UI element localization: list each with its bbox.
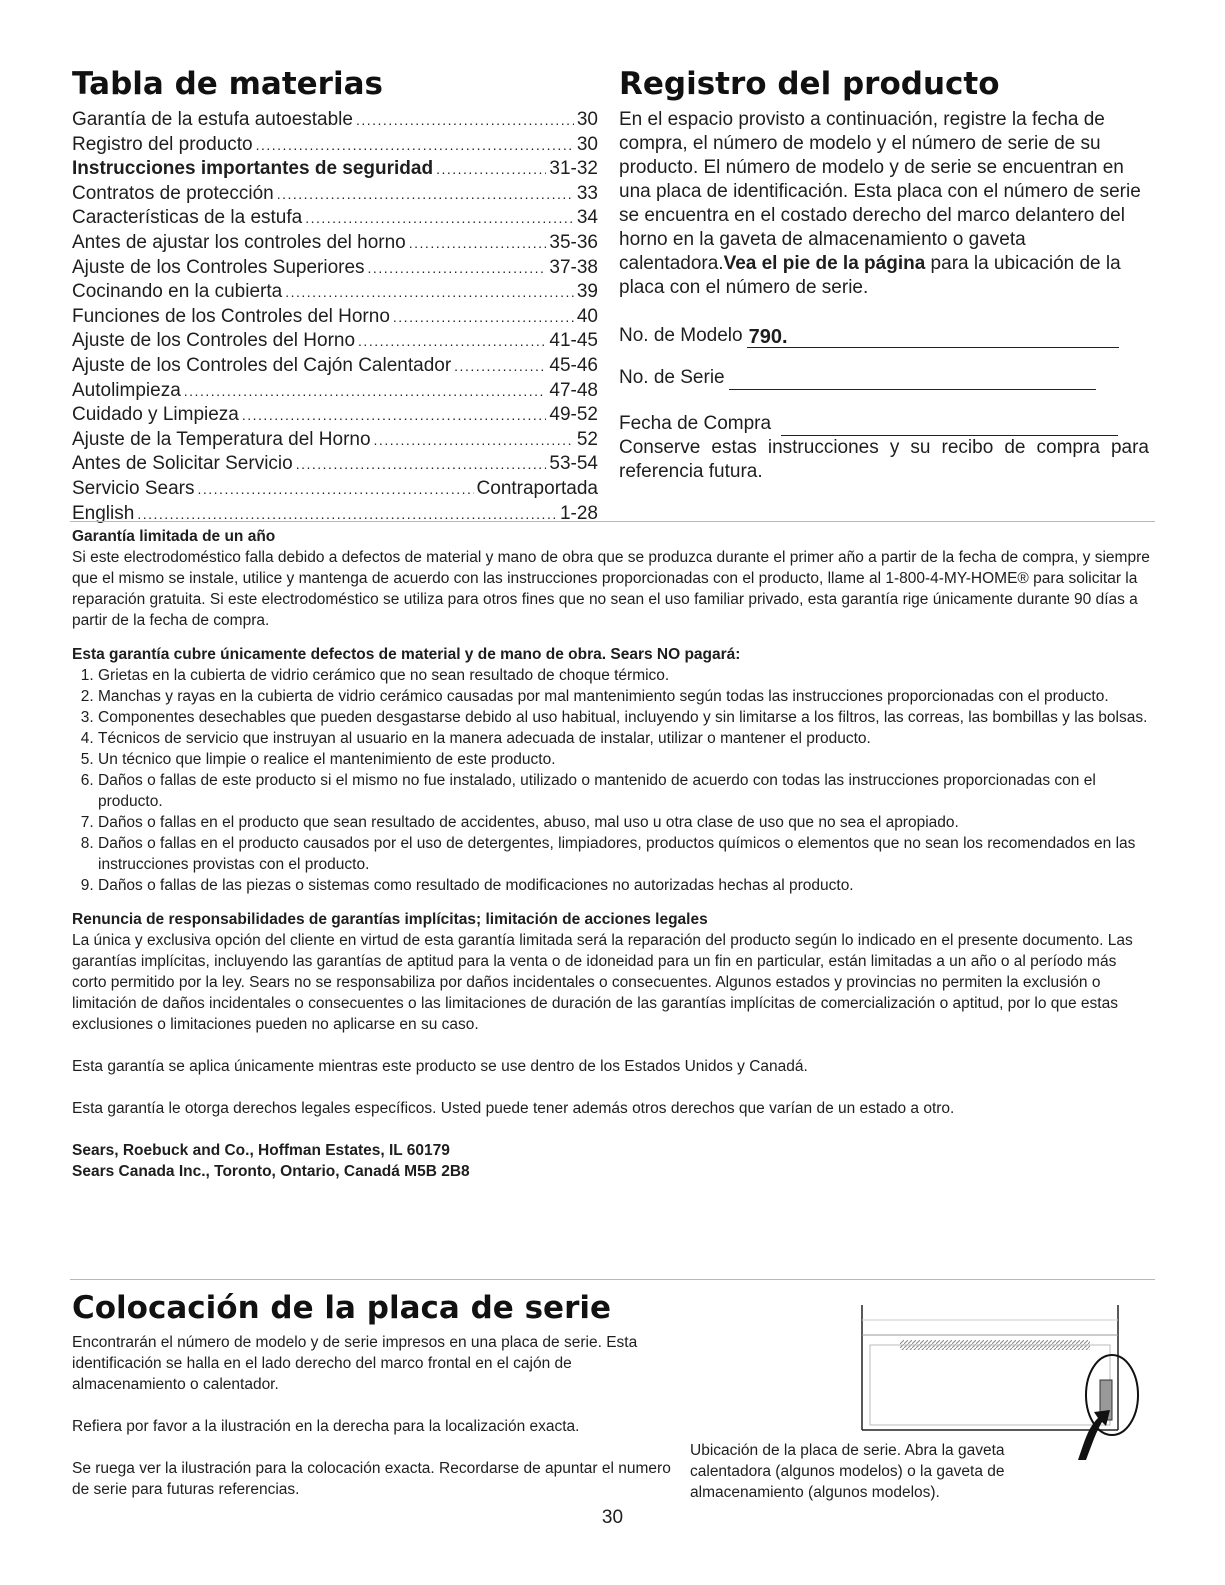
toc-entry-page: 30 — [576, 133, 598, 155]
toc-entry-page: 40 — [576, 305, 598, 327]
registro-intro — [619, 108, 1149, 300]
toc-entry — [72, 133, 598, 158]
toc-leader-dots — [374, 429, 574, 453]
toc-leader-dots — [393, 306, 574, 330]
toc-entry-label: Registro del producto — [72, 133, 253, 155]
toc-entry-label: Instrucciones importantes de seguridad — [72, 158, 434, 180]
address-sears-canada: Sears Canada Inc., Toronto, Ontario, Canadá M5B 2B8 — [72, 1163, 470, 1180]
toc-entry-label: Cuidado y Limpieza — [72, 404, 239, 426]
toc-entry-page: 1-28 — [559, 502, 598, 524]
address-sears-us: Sears, Roebuck and Co., Hoffman Estates, IL 60179 — [72, 1142, 450, 1159]
toc-entry-page: 31-32 — [549, 158, 598, 180]
serial-label: No. de Serie — [619, 367, 725, 388]
exclusion-item: 5. Un técnico que limpie o realice el mantenimiento de este producto. — [98, 749, 1154, 770]
toc-entry — [72, 206, 598, 231]
toc-entry-page: 33 — [576, 182, 598, 204]
keep-note: Conserve estas instrucciones y su recibo de compra para referencia futura. — [619, 437, 1149, 482]
toc-leader-dots — [198, 478, 474, 502]
toc-title: Tabla de materias — [72, 66, 383, 102]
toc-entry — [72, 280, 598, 305]
toc-entry-label: Ajuste de los Controles Superiores — [72, 256, 365, 278]
date-field — [619, 410, 1149, 436]
exclusion-item: 3. Componentes desechables que pueden desgastarse debido al uso habitual, incluyendo y sin limitarse a los filtros, las correas, las bombillas y las bolsas. — [98, 707, 1154, 728]
toc-entry-label: Cocinando en la cubierta — [72, 281, 283, 303]
rights-text: Esta garantía le otorga derechos legales específicos. Usted puede tener además otros derechos que varían de un estado a otro. — [72, 1100, 955, 1117]
toc-entry — [72, 379, 598, 404]
covers-heading: Esta garantía cubre únicamente defectos de material y de mano de obra. Sears NO pagará: — [72, 646, 741, 663]
toc-leader-dots — [436, 158, 546, 182]
toc-entry — [72, 157, 598, 182]
toc-entry-page: 30 — [576, 109, 598, 130]
toc-leader-dots — [242, 404, 547, 428]
toc-entry-page: 49-52 — [549, 404, 598, 426]
toc-list — [72, 108, 598, 526]
applies-text: Esta garantía se aplica únicamente mientras este producto se use dentro de los Estados Unidos y Canadá. — [72, 1058, 808, 1075]
toc-leader-dots — [358, 330, 546, 354]
toc-entry — [72, 452, 598, 477]
toc-entry-label: Antes de ajustar los controles del horno — [72, 231, 406, 253]
toc-leader-dots — [137, 503, 557, 527]
model-input[interactable]: 790. — [747, 325, 1119, 348]
toc-entry-label: Antes de Solicitar Servicio — [72, 453, 293, 475]
registro-title: Registro del producto — [619, 66, 1000, 102]
exclusion-item: 8. Daños o fallas en el producto causados por el uso de detergentes, limpiadores, productos químicos o elementos que no sean los recomendados en las instrucciones provistas con el producto. — [98, 833, 1154, 875]
disclaimer-text: La única y exclusiva opción del cliente en virtud de esta garantía limitada será la reparación del producto según lo indicado en el presente documento. Las garantías implícitas, incluyendo las garantías de aptitud para la venta o de idoneidad para un fin en particular, están limitadas a un año o al período más corto permitido por la ley. Sears no se responsabiliza por daños incidentales o consecuentes. Algunos estados y provincias no permiten la exclusión o limitación de daños incidentales o consecuentes o las limitaciones de duración de las garantías implícitas de comercialización o aptitud, por lo que estas exclusiones o limitaciones pueden no aplicarse en su caso. — [72, 932, 1133, 1033]
toc-entry-label: Garantía de la estufa autoestable — [72, 109, 353, 130]
toc-leader-dots — [285, 281, 574, 305]
exclusion-item: 9. Daños o fallas de las piezas o sistemas como resultado de modificaciones no autorizadas hechas al producto. — [98, 875, 1154, 896]
colocacion-text — [72, 1332, 672, 1500]
toc-entry-page: Contraportada — [476, 477, 598, 499]
serial-input[interactable] — [729, 367, 1096, 390]
toc-entry — [72, 403, 598, 428]
toc-entry — [72, 329, 598, 354]
toc-entry-page: 41-45 — [549, 330, 598, 352]
warranty-section — [72, 526, 1154, 1182]
illustration-caption: Ubicación de la placa de serie. Abra la gaveta calentadora (algunos modelos) o la gaveta de almacenamiento (algunos modelos). — [690, 1442, 1005, 1501]
toc-entry — [72, 108, 598, 133]
exclusion-item: 2. Manchas y rayas en la cubierta de vidrio cerámico causadas por mal mantenimiento según todas las instrucciones proporcionadas con el producto. — [98, 686, 1154, 707]
registro-intro-bold: Vea el pie de la página — [723, 253, 926, 274]
toc-leader-dots — [409, 232, 547, 256]
toc-leader-dots — [356, 109, 574, 133]
serial-plate-illustration — [860, 1300, 1150, 1460]
toc-entry-label: Autolimpieza — [72, 379, 181, 401]
toc-entry — [72, 477, 598, 502]
toc-leader-dots — [256, 134, 574, 158]
toc-entry-label: Ajuste de los Controles del Cajón Calentador — [72, 354, 452, 376]
date-label: Fecha de Compra — [619, 413, 772, 434]
colocacion-title: Colocación de la placa de serie — [72, 1290, 612, 1326]
toc-entry-page: 45-46 — [549, 354, 598, 376]
warranty-heading: Garantía limitada de un año — [72, 528, 276, 545]
toc-entry-page: 35-36 — [549, 231, 598, 253]
toc-entry-label: Características de la estufa — [72, 207, 303, 229]
toc-entry-label: Ajuste de los Controles del Horno — [72, 330, 356, 352]
colocacion-p3: Se ruega ver la ilustración para la colocación exacta. Recordarse de apuntar el numero de serie para futuras referencias. — [72, 1460, 671, 1498]
colocacion-p2: Refiera por favor a la ilustración en la derecha para la localización exacta. — [72, 1418, 580, 1435]
toc-entry — [72, 231, 598, 256]
toc-leader-dots — [184, 380, 547, 404]
date-input[interactable] — [781, 413, 1118, 436]
toc-entry-page: 52 — [576, 428, 598, 450]
toc-leader-dots — [454, 355, 546, 379]
toc-entry-label: Servicio Sears — [72, 477, 195, 499]
exclusion-item: 1. Grietas en la cubierta de vidrio cerámico que no sean resultado de choque térmico. — [98, 665, 1154, 686]
toc-entry — [72, 502, 598, 527]
toc-entry — [72, 428, 598, 453]
toc-entry — [72, 354, 598, 379]
toc-entry-page: 34 — [576, 207, 598, 229]
exclusion-item: 4. Técnicos de servicio que instruyan al usuario en la manera adecuada de instalar, utilizar o mantener el producto. — [98, 728, 1154, 749]
toc-entry — [72, 182, 598, 207]
exclusions-list — [72, 665, 1154, 896]
toc-entry-page: 47-48 — [549, 379, 598, 401]
toc-entry-page: 37-38 — [549, 256, 598, 278]
toc-leader-dots — [296, 453, 547, 477]
registro-section — [619, 108, 1149, 484]
toc-leader-dots — [368, 257, 547, 281]
exclusion-item: 6. Daños o fallas de este producto si el mismo no fue instalado, utilizado o mantenido de acuerdo con todas las instrucciones proporcionadas con el producto. — [98, 770, 1154, 812]
toc-leader-dots — [305, 207, 574, 231]
toc-entry-label: Funciones de los Controles del Horno — [72, 305, 390, 327]
model-label: No. de Modelo — [619, 325, 743, 346]
colocacion-p1: Encontrarán el número de modelo y de serie impresos en una placa de serie. Esta identificación se halla en el lado derecho del marco frontal en el cajón de almacenamiento o calentador. — [72, 1334, 638, 1393]
toc-entry-label: Contratos de protección — [72, 182, 274, 204]
page-number: 30 — [601, 1507, 624, 1528]
toc-entry-label: Ajuste de la Temperatura del Horno — [72, 428, 371, 450]
registro-intro-text: En el espacio provisto a continuación, registre la fecha de compra, el número de modelo y el número de serie de su producto. El número de modelo y de serie se encuentran en una placa de identificación. Esta placa con el número de serie se encuentra en el costado derecho del marco delantero del horno en la gaveta de almacenamiento o gaveta calentadora. — [619, 109, 1141, 274]
toc-leader-dots — [277, 183, 574, 207]
exclusion-item: 7. Daños o fallas en el producto que sean resultado de accidentes, abuso, mal uso u otra clase de uso que no sea el apropiado. — [98, 812, 1154, 833]
toc-entry — [72, 305, 598, 330]
serial-field — [619, 364, 1149, 390]
toc-entry-page: 53-54 — [549, 453, 598, 475]
toc-entry — [72, 256, 598, 281]
divider-top — [70, 521, 1155, 522]
warranty-p1: Si este electrodoméstico falla debido a defectos de material y mano de obra que se produzca durante el primer año a partir de la fecha de compra, y siempre que el mismo se instale, utilice y mantenga de acuerdo con las instrucciones proporcionadas con el producto, llame al 1-800-4-MY-HOME® para solicitar la reparación gratuita. Si este electrodoméstico se utiliza para otros fines que no sean el uso familiar privado, esta garantía rige únicamente durante 90 días a partir de la fecha de compra. — [72, 549, 1150, 629]
model-field — [619, 322, 1149, 348]
registro-intro-end: para la ubicación de la placa con el número de serie. — [619, 253, 1121, 298]
toc-entry-page: 39 — [576, 281, 598, 303]
divider-bottom — [70, 1279, 1155, 1280]
toc-entry-label: English — [72, 502, 135, 524]
disclaimer-heading: Renuncia de responsabilidades de garantías implícitas; limitación de acciones legales — [72, 911, 708, 928]
